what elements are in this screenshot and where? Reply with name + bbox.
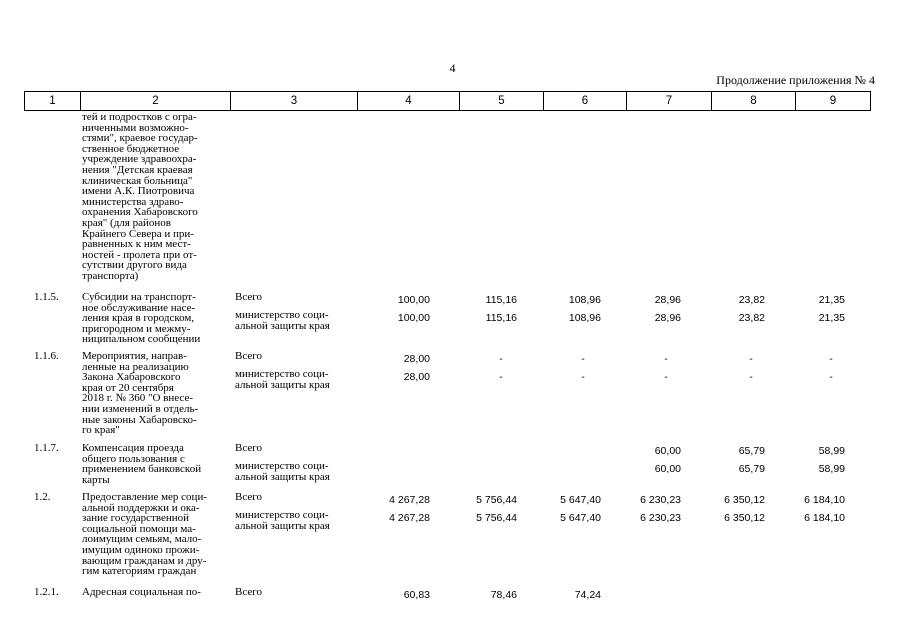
intro-description — [82, 112, 228, 282]
row-description — [82, 292, 228, 345]
text-line: Всего — [235, 491, 262, 503]
value-cell-col5: - — [499, 353, 503, 365]
value-cell-col8: 6 350,12 — [724, 512, 765, 524]
col-header-4: 4 — [358, 92, 460, 111]
value-cell-col6: 74,24 — [574, 589, 601, 601]
column-header-table — [24, 91, 871, 111]
value-cell-col9: 6 184,10 — [804, 494, 845, 506]
text-line: альной защиты края — [235, 470, 330, 483]
value-cell-col9: 6 184,10 — [804, 512, 845, 524]
text-line: Всего — [235, 350, 262, 362]
text-line: общего пользования с — [82, 452, 185, 465]
value-cell-col7: 28,96 — [654, 312, 681, 324]
value-cell-col4: 4 267,28 — [389, 512, 430, 524]
text-line: транспорта) — [82, 269, 139, 282]
text-line: охранения Хабаровского — [82, 206, 198, 219]
row-source-label — [235, 310, 357, 331]
value-cell-col9: 58,99 — [818, 463, 845, 475]
value-cell-col9: 21,35 — [818, 312, 845, 324]
col-header-9: 9 — [796, 92, 871, 111]
text-line: лоимущим семьям, мало- — [82, 533, 202, 546]
text-line: альной защиты края — [235, 519, 330, 532]
text-line: сутствии другого вида — [82, 259, 187, 272]
value-cell-col5: - — [499, 371, 503, 383]
col-header-3: 3 — [231, 92, 358, 111]
value-cell-col8: 65,79 — [738, 445, 765, 457]
text-line: Субсидии на транспорт- — [82, 291, 196, 303]
text-line: министерство соци- — [235, 509, 329, 521]
continuation-label: Продолжение приложения № 4 — [716, 73, 875, 87]
value-cell-col6: 5 647,40 — [560, 494, 601, 506]
value-cell-col6: - — [581, 371, 585, 383]
text-line: альной защиты края — [235, 378, 330, 391]
text-line: вающим гражданам и дру- — [82, 554, 207, 567]
text-line: го края" — [82, 424, 120, 437]
row-number: 1.2. — [34, 491, 51, 503]
row-source-label — [235, 587, 357, 598]
text-line: Закона Хабаровского — [82, 371, 181, 384]
row-source-label — [235, 510, 357, 531]
text-line: ленные на реализацию — [82, 360, 189, 373]
text-line: стями", краевое государ- — [82, 132, 198, 145]
row-source-label — [235, 369, 357, 390]
text-line: края от 20 сентября — [82, 381, 174, 394]
value-cell-col6: 108,96 — [568, 312, 601, 324]
value-cell-col9: 58,99 — [818, 445, 845, 457]
text-line: гим категориям граждан — [82, 565, 197, 578]
value-cell-col4: 100,00 — [397, 294, 430, 306]
text-line: ственное бюджетное — [82, 142, 180, 155]
text-line: Всего — [235, 291, 262, 303]
text-line: имущим одиноко прожи- — [82, 543, 200, 556]
col-header-5: 5 — [460, 92, 544, 111]
text-line: министерство соци- — [235, 368, 329, 380]
text-line: применением банковской — [82, 463, 202, 476]
col-header-6: 6 — [544, 92, 627, 111]
text-line: социальной помощи ма- — [82, 522, 196, 535]
value-cell-col8: 6 350,12 — [724, 494, 765, 506]
text-line: ниципальном сообщении — [82, 333, 201, 346]
row-description — [82, 351, 228, 436]
text-line: Крайнего Севера и при- — [82, 227, 194, 240]
value-cell-col7: 6 230,23 — [640, 494, 681, 506]
text-line: равненных к ним мест- — [82, 238, 191, 251]
row-description — [82, 492, 228, 577]
value-cell-col8: - — [749, 353, 753, 365]
text-line: ные законы Хабаровско- — [82, 413, 197, 426]
value-cell-col5: 115,16 — [485, 312, 517, 324]
value-cell-col6: 108,96 — [568, 294, 601, 306]
page-number: 4 — [449, 61, 456, 75]
text-line: министерство соци- — [235, 460, 329, 472]
row-source-label — [235, 351, 357, 362]
value-cell-col4: 100,00 — [397, 312, 430, 324]
text-line: ниченными возможно- — [82, 121, 189, 134]
value-cell-col8: - — [749, 371, 753, 383]
value-cell-col6: 5 647,40 — [560, 512, 601, 524]
text-line: альной поддержки и ока- — [82, 501, 200, 514]
row-number: 1.1.5. — [34, 291, 59, 303]
row-number: 1.2.1. — [34, 586, 59, 598]
value-cell-col5: 5 756,44 — [476, 494, 517, 506]
text-line: учреждение здравоохра- — [82, 153, 197, 166]
text-line: Адресная социальная по- — [82, 586, 201, 598]
text-line: Всего — [235, 586, 262, 598]
value-cell-col5: 115,16 — [485, 294, 517, 306]
value-cell-col7: - — [664, 353, 668, 365]
text-line: карты — [82, 473, 110, 486]
value-cell-col9: 21,35 — [818, 294, 845, 306]
value-cell-col9: - — [829, 353, 833, 365]
row-number: 1.1.6. — [34, 350, 59, 362]
text-line: ностей - пролета при от- — [82, 248, 197, 261]
col-header-7: 7 — [627, 92, 712, 111]
value-cell-col8: 23,82 — [738, 294, 765, 306]
text-line: клиническая больница" — [82, 174, 193, 187]
col-header-1: 1 — [25, 92, 81, 111]
col-header-8: 8 — [712, 92, 796, 111]
text-line: министерство соци- — [235, 309, 329, 321]
value-cell-col8: 65,79 — [738, 463, 765, 475]
row-source-label — [235, 461, 357, 482]
row-source-label — [235, 492, 357, 503]
row-description — [82, 443, 228, 485]
text-line: ления края в городском, — [82, 312, 195, 325]
text-line: ное обслуживание насе- — [82, 301, 196, 314]
text-line: альной защиты края — [235, 319, 330, 332]
text-line: зание государственной — [82, 512, 190, 525]
value-cell-col4: 60,83 — [403, 589, 430, 601]
col-header-2: 2 — [81, 92, 231, 111]
value-cell-col7: - — [664, 371, 668, 383]
value-cell-col7: 28,96 — [654, 294, 681, 306]
text-line: нения "Детская краевая — [82, 163, 193, 176]
text-line: Компенсация проезда — [82, 442, 184, 454]
text-line: нии изменений в отдель- — [82, 402, 199, 415]
value-cell-col4: 28,00 — [403, 353, 430, 365]
value-cell-col5: 5 756,44 — [476, 512, 517, 524]
value-cell-col9: - — [829, 371, 833, 383]
value-cell-col6: - — [581, 353, 585, 365]
value-cell-col4: 4 267,28 — [389, 494, 430, 506]
text-line: 2018 г. № 360 "О внесе- — [82, 392, 193, 405]
text-line: края" (для районов — [82, 216, 171, 229]
text-line: имени А.К. Пиотровича — [82, 185, 195, 198]
text-line: министерства здраво- — [82, 195, 184, 208]
value-cell-col4: 28,00 — [403, 371, 430, 383]
text-line: Мероприятия, направ- — [82, 350, 187, 362]
value-cell-col7: 60,00 — [654, 445, 681, 457]
text-line: Предоставление мер соци- — [82, 491, 207, 503]
value-cell-col8: 23,82 — [738, 312, 765, 324]
row-number: 1.1.7. — [34, 442, 59, 454]
row-description — [82, 587, 228, 598]
text-line: пригородном и межму- — [82, 322, 191, 335]
value-cell-col5: 78,46 — [490, 589, 517, 601]
value-cell-col7: 60,00 — [654, 463, 681, 475]
text-line: тей и подростков с огра- — [82, 111, 197, 123]
value-cell-col7: 6 230,23 — [640, 512, 681, 524]
row-source-label — [235, 443, 357, 454]
row-source-label — [235, 292, 357, 303]
text-line: Всего — [235, 442, 262, 454]
